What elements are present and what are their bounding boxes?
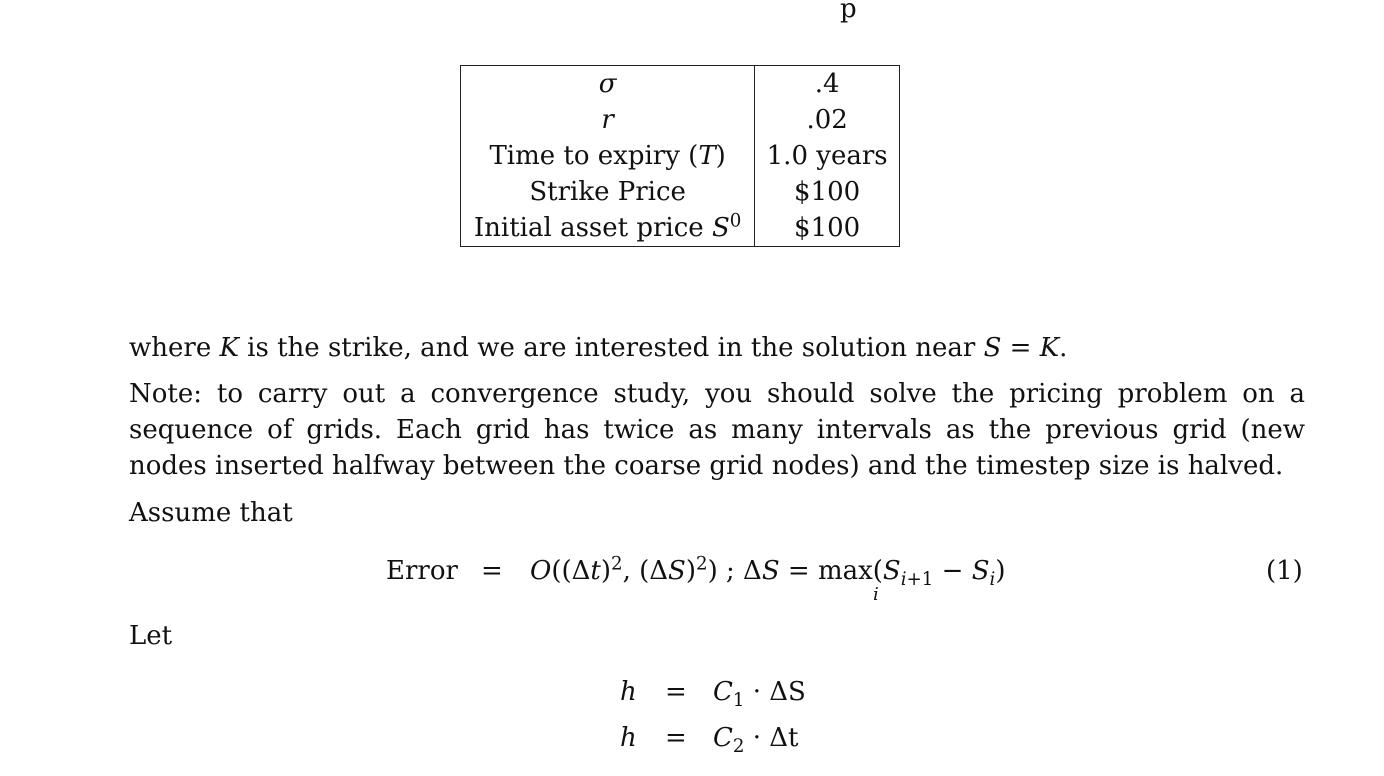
equation-3-rhs: $C_2 \cdot \Delta t$ (713, 723, 799, 758)
equation-2-equals: = (665, 677, 687, 707)
parameter-table (460, 65, 900, 247)
param-value-strike: $100 (794, 177, 861, 207)
param-label-strike: Strike Price (461, 174, 755, 210)
param-label-initial-price: Initial asset price $S^0$ (461, 210, 755, 247)
cropped-text-top: p (840, 0, 857, 24)
param-label-sigma: σ (461, 66, 755, 103)
equation-3-equals: = (665, 723, 687, 753)
table-row (461, 102, 900, 138)
param-value-initial-price: $100 (794, 213, 861, 243)
paragraph-strike: where K is the strike, and we are interested in the solution near S = K. (129, 333, 1068, 363)
equation-1-lhs: Error (386, 556, 458, 586)
param-value-expiry: 1.0 years (766, 141, 888, 171)
param-label-expiry: Time to expiry (T) (461, 138, 755, 174)
paragraph-note: Note: to carry out a convergence study, you should solve the pricing problem on a sequence of grids. Each grid has twice as many intervals as the previous grid (new nodes inserted halfway between the coarse grid nodes) and the timestep size is halved. (129, 379, 1305, 481)
table-row (461, 66, 900, 103)
equation-3-lhs: h (620, 723, 637, 753)
equation-2-lhs: h (620, 677, 637, 707)
table-row (461, 138, 900, 174)
paragraph-assume: Assume that (129, 498, 293, 528)
table-row (461, 174, 900, 210)
equation-1-number: (1) (1266, 556, 1303, 586)
table-row (461, 210, 900, 247)
paragraph-let: Let (129, 621, 173, 651)
param-value-sigma: .4 (814, 69, 840, 99)
equation-2-rhs: $C_1 \cdot \Delta S$ (713, 677, 806, 712)
param-value-r: .02 (806, 105, 848, 135)
equation-1-equals: = (481, 556, 503, 586)
param-label-r: r (461, 102, 755, 138)
equation-1-max-index: i (873, 584, 879, 605)
equation-1-rhs: $O((\Delta t)^2$, $(\Delta S)^2$) ; $\Delta S = \max(S_{i+1} - S_i)$ (530, 553, 1006, 591)
